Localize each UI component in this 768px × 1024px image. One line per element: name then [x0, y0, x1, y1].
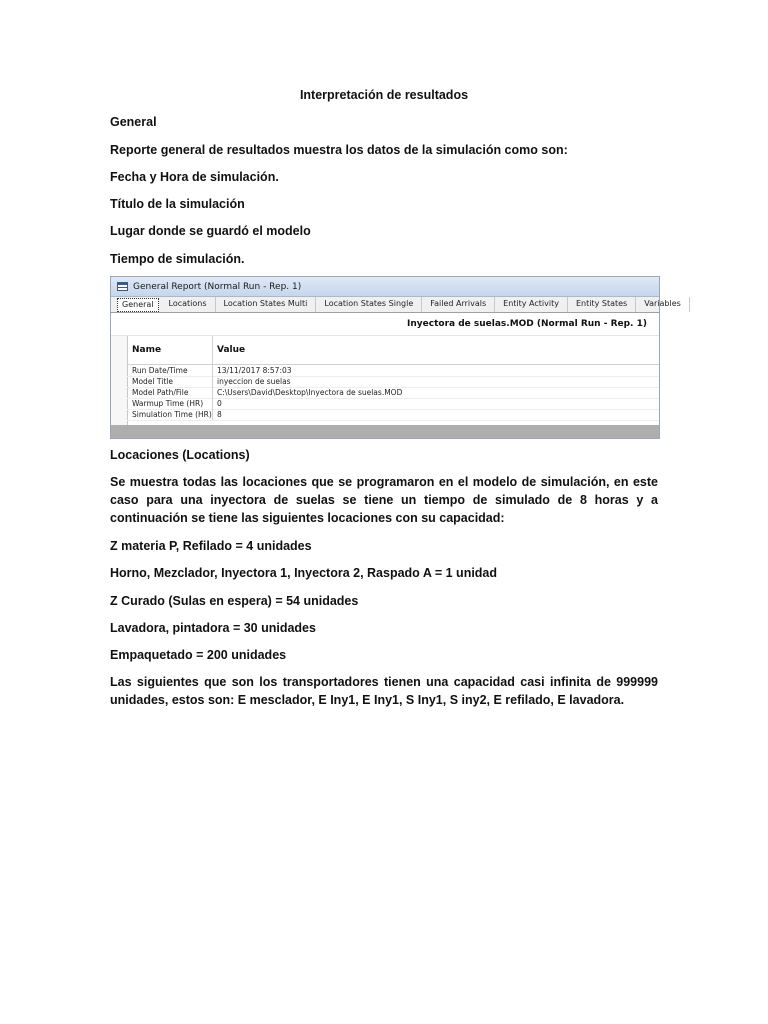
column-header-value: Value	[217, 345, 246, 355]
capacity-item: Lavadora, pintadora = 30 unidades	[110, 621, 316, 635]
tab-entity-activity[interactable]: Entity Activity	[495, 297, 568, 312]
report-tabs	[111, 297, 681, 313]
tab-locations[interactable]: Locations	[161, 297, 216, 312]
closing-paragraph: Las siguientes que son los transportadores tienen una capacidad casi infinita de 999999 unidades, estos son: E mesclador, E Iny1, E Iny1, S Iny1, S iny2, E refilado, E lavadora.	[110, 675, 658, 707]
locations-intro: Se muestra todas las locaciones que se programaron en el modelo de simulación, en este caso para una inyectora de suelas se tiene un tiempo de simulado de 8 horas y a continuación se tiene las siguientes locaciones con su capacidad:	[110, 475, 658, 525]
tab-general[interactable]: General	[117, 298, 159, 312]
tab-failed-arrivals[interactable]: Failed Arrivals	[422, 297, 495, 312]
general-intro: Reporte general de resultados muestra los datos de la simulación como son:	[110, 143, 568, 157]
list-item: Fecha y Hora de simulación.	[110, 170, 279, 184]
row-value: C:\Users\David\Desktop\Inyectora de suelas.MOD	[217, 388, 403, 397]
row-name: Model Path/File	[127, 387, 213, 398]
grid-header-row	[127, 336, 659, 365]
list-item: Tiempo de simulación.	[110, 252, 245, 266]
report-header: Inyectora de suelas.MOD (Normal Run - Rep. 1)	[111, 313, 659, 336]
tab-variables[interactable]: Variables	[636, 297, 690, 312]
page-title: Interpretación de resultados	[299, 88, 469, 102]
general-heading: General	[110, 115, 157, 129]
row-value: 0	[217, 399, 222, 408]
capacity-item: Z materia P, Refilado = 4 unidades	[110, 539, 312, 553]
row-name: Run Date/Time	[127, 365, 213, 376]
row-value: inyeccion de suelas	[217, 377, 291, 386]
row-name: Simulation Time (HR)	[127, 409, 213, 420]
capacity-item: Z Curado (Sulas en espera) = 54 unidades	[110, 594, 359, 608]
capacity-item: Horno, Mezclador, Inyectora 1, Inyectora 2, Raspado A = 1 unidad	[110, 566, 498, 580]
tab-location-states-single[interactable]: Location States Single	[316, 297, 422, 312]
list-item: Lugar donde se guardó el modelo	[110, 224, 311, 238]
report-window-titlebar	[111, 277, 659, 297]
list-item: Título de la simulación	[110, 197, 245, 211]
capacity-item: Empaquetado = 200 unidades	[110, 648, 287, 662]
report-grid-icon	[117, 282, 128, 291]
report-window-title: General Report (Normal Run - Rep. 1)	[133, 281, 302, 292]
report-footer-bar	[111, 425, 659, 438]
tab-location-states-multi[interactable]: Location States Multi	[216, 297, 317, 312]
table-row	[127, 409, 659, 421]
report-window-screenshot	[110, 276, 681, 439]
tab-entity-states[interactable]: Entity States	[568, 297, 636, 312]
column-header-name: Name	[127, 336, 213, 364]
locations-heading: Locaciones (Locations)	[110, 448, 250, 462]
row-value: 8	[217, 410, 222, 419]
row-name: Model Title	[127, 376, 213, 387]
row-selector-column	[111, 336, 128, 430]
row-value: 13/11/2017 8:57:03	[217, 366, 292, 375]
row-name: Warmup Time (HR)	[127, 398, 213, 409]
